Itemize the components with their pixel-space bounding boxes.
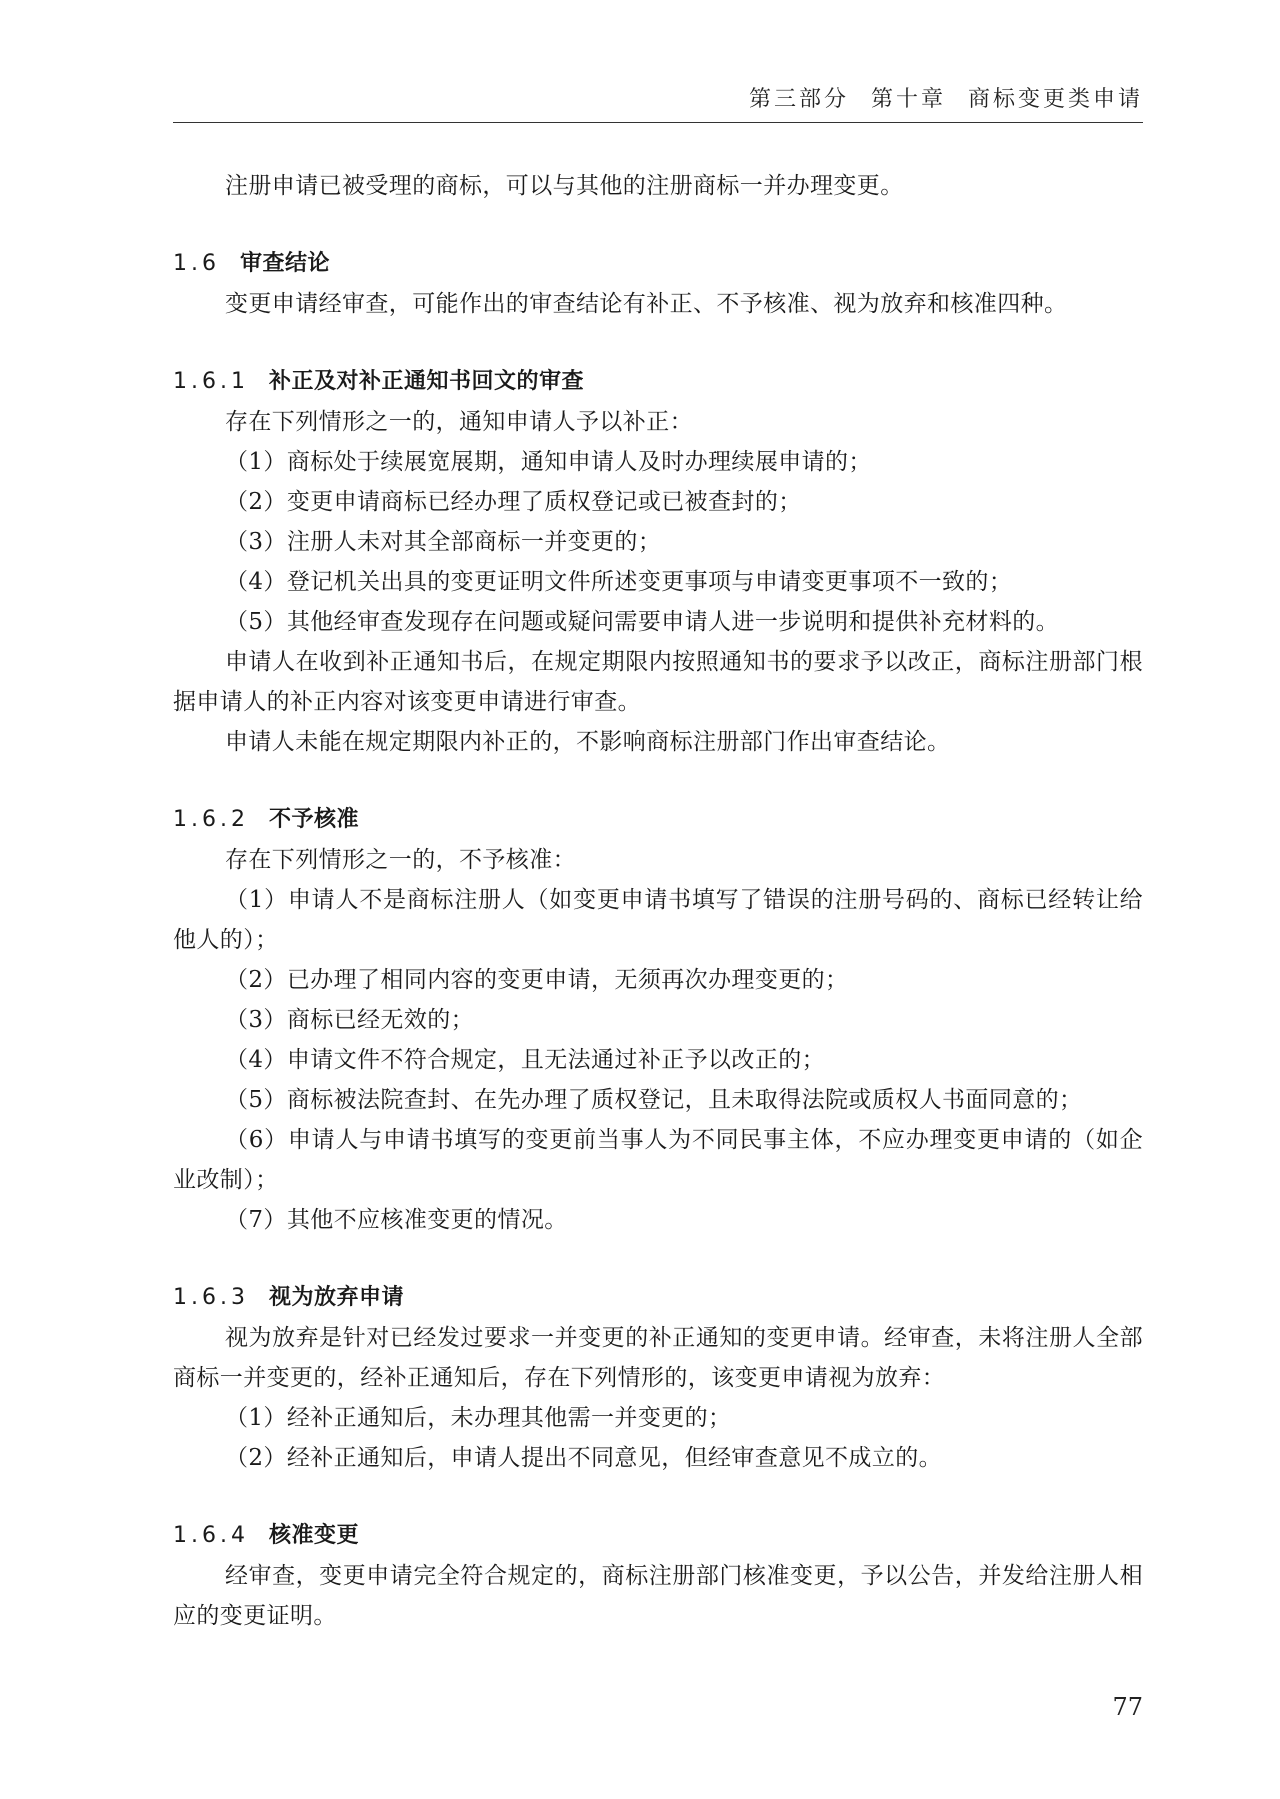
list-item: （4）申请文件不符合规定，且无法通过补正予以改正的； <box>225 1047 826 1073</box>
section-heading <box>173 244 1143 284</box>
section-lead: 存在下列情形之一的，通知申请人予以补正： <box>225 409 693 435</box>
list-item: （1）商标处于续展宽展期，通知申请人及时办理续展申请的； <box>225 449 872 475</box>
section-lead: 视为放弃是针对已经发过要求一并变更的补正通知的变更申请。经审查，未将注册人全部商标一并变更的，经补正通知后，存在下列情形的，该变更申请视为放弃： <box>173 1325 1143 1391</box>
section-heading <box>173 1278 1143 1318</box>
section-1-6-3 <box>173 1278 1143 1478</box>
list-item: （6）申请人与申请书填写的变更前当事人为不同民事主体，不应办理变更申请的（如企业改制）； <box>173 1127 1143 1193</box>
section-number: 1.6.3 <box>173 1285 249 1310</box>
list-item: （4）登记机关出具的变更证明文件所述变更事项与申请变更事项不一致的； <box>225 569 1013 595</box>
list-item: （3）商标已经无效的； <box>225 1007 475 1033</box>
section-1-6-4 <box>173 1516 1143 1636</box>
header-part: 第三部分 <box>748 87 849 112</box>
section-1-6-2 <box>173 800 1143 1240</box>
section-text: 经审查，变更申请完全符合规定的，商标注册部门核准变更，予以公告，并发给注册人相应的变更证明。 <box>173 1563 1143 1629</box>
page-body <box>173 166 1143 1636</box>
header-rule <box>173 122 1143 123</box>
intro-paragraph: 注册申请已被受理的商标，可以与其他的注册商标一并办理变更。 <box>225 173 904 199</box>
section-heading <box>173 800 1143 840</box>
section-paragraph: 申请人在收到补正通知书后，在规定期限内按照通知书的要求予以改正，商标注册部门根据申请人的补正内容对该变更申请进行审查。 <box>173 649 1143 715</box>
list-item: （2）变更申请商标已经办理了质权登记或已被查封的； <box>225 489 802 515</box>
section-heading <box>173 1516 1143 1556</box>
section-title: 视为放弃申请 <box>268 1285 404 1310</box>
list-item: （3）注册人未对其全部商标一并变更的； <box>225 529 662 555</box>
section-number: 1.6.4 <box>173 1523 249 1548</box>
section-title: 补正及对补正通知书回文的审查 <box>268 369 584 394</box>
header-chapter: 第十章 <box>870 87 946 112</box>
list-item: （7）其他不应核准变更的情况。 <box>225 1207 568 1233</box>
section-heading <box>173 362 1143 402</box>
list-item: （5）其他经审查发现存在问题或疑问需要申请人进一步说明和提供补充材料的。 <box>225 609 1060 635</box>
list-item: （1）经补正通知后，未办理其他需一并变更的； <box>225 1405 732 1431</box>
section-lead: 存在下列情形之一的，不予核准： <box>225 847 576 873</box>
section-title: 审查结论 <box>240 251 331 276</box>
list-item: （1）申请人不是商标注册人（如变更申请书填写了错误的注册号码的、商标已经转让给他人的）； <box>173 887 1143 953</box>
section-text: 变更申请经审查，可能作出的审查结论有补正、不予核准、视为放弃和核准四种。 <box>225 291 1068 317</box>
running-header <box>173 82 1143 113</box>
page-number: 77 <box>1112 1693 1143 1721</box>
list-item: （5）商标被法院查封、在先办理了质权登记，且未取得法院或质权人书面同意的； <box>225 1087 1083 1113</box>
section-number: 1.6.1 <box>173 369 249 394</box>
list-item: （2）已办理了相同内容的变更申请，无须再次办理变更的； <box>225 967 849 993</box>
list-item: （2）经补正通知后，申请人提出不同意见，但经审查意见不成立的。 <box>225 1445 943 1471</box>
section-title: 不予核准 <box>268 807 359 832</box>
section-1-6-1 <box>173 362 1143 762</box>
section-paragraph: 申请人未能在规定期限内补正的，不影响商标注册部门作出审查结论。 <box>225 729 951 755</box>
section-title: 核准变更 <box>268 1523 359 1548</box>
header-title: 商标变更类申请 <box>967 87 1143 112</box>
section-1-6 <box>173 244 1143 324</box>
section-number: 1.6.2 <box>173 807 249 832</box>
section-number: 1.6 <box>173 251 220 276</box>
